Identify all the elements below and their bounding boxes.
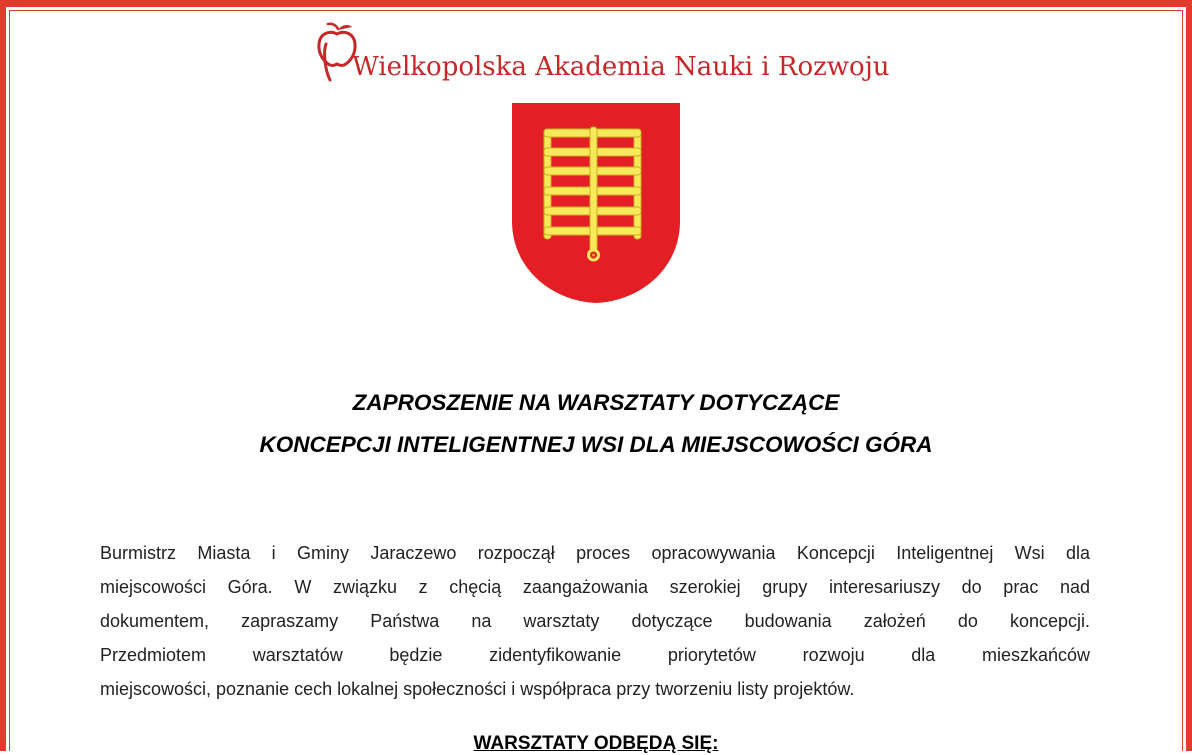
workshop-details-heading: WARSZTATY ODBĘDĄ SIĘ: (473, 733, 719, 754)
body-line: Przedmiotem warsztatów będzie zidentyfikowanie priorytetów rozwoju dla mieszkańców (100, 645, 1090, 665)
body-line: miejscowości, poznanie cech lokalnej społeczności i współpraca przy tworzeniu listy projektów. (100, 679, 855, 699)
body-line: miejscowości Góra. W związku z chęcią zaangażowania szerokiej grupy interesariuszy do prac nad (100, 577, 1090, 597)
body-line: Burmistrz Miasta i Gminy Jaraczewo rozpoczął proces opracowywania Koncepcji Inteligentnej Wsi dla (100, 543, 1090, 563)
organization-name: Wielkopolska Akademia Nauki i Rozwoju (352, 52, 890, 82)
body-line: dokumentem, zapraszamy Państwa na warsztaty dotyczące budowania założeń do koncepcji. (100, 611, 1090, 631)
title-line-1: ZAPROSZENIE NA WARSZTATY DOTYCZĄCE (352, 390, 840, 415)
organization-logo (316, 22, 896, 86)
coat-of-arms-ladder-icon (510, 101, 682, 305)
invitation-body (100, 536, 1090, 706)
title-line-2: KONCEPCJI INTELIGENTNEJ WSI DLA MIEJSCOWOŚCI GÓRA (259, 432, 933, 457)
